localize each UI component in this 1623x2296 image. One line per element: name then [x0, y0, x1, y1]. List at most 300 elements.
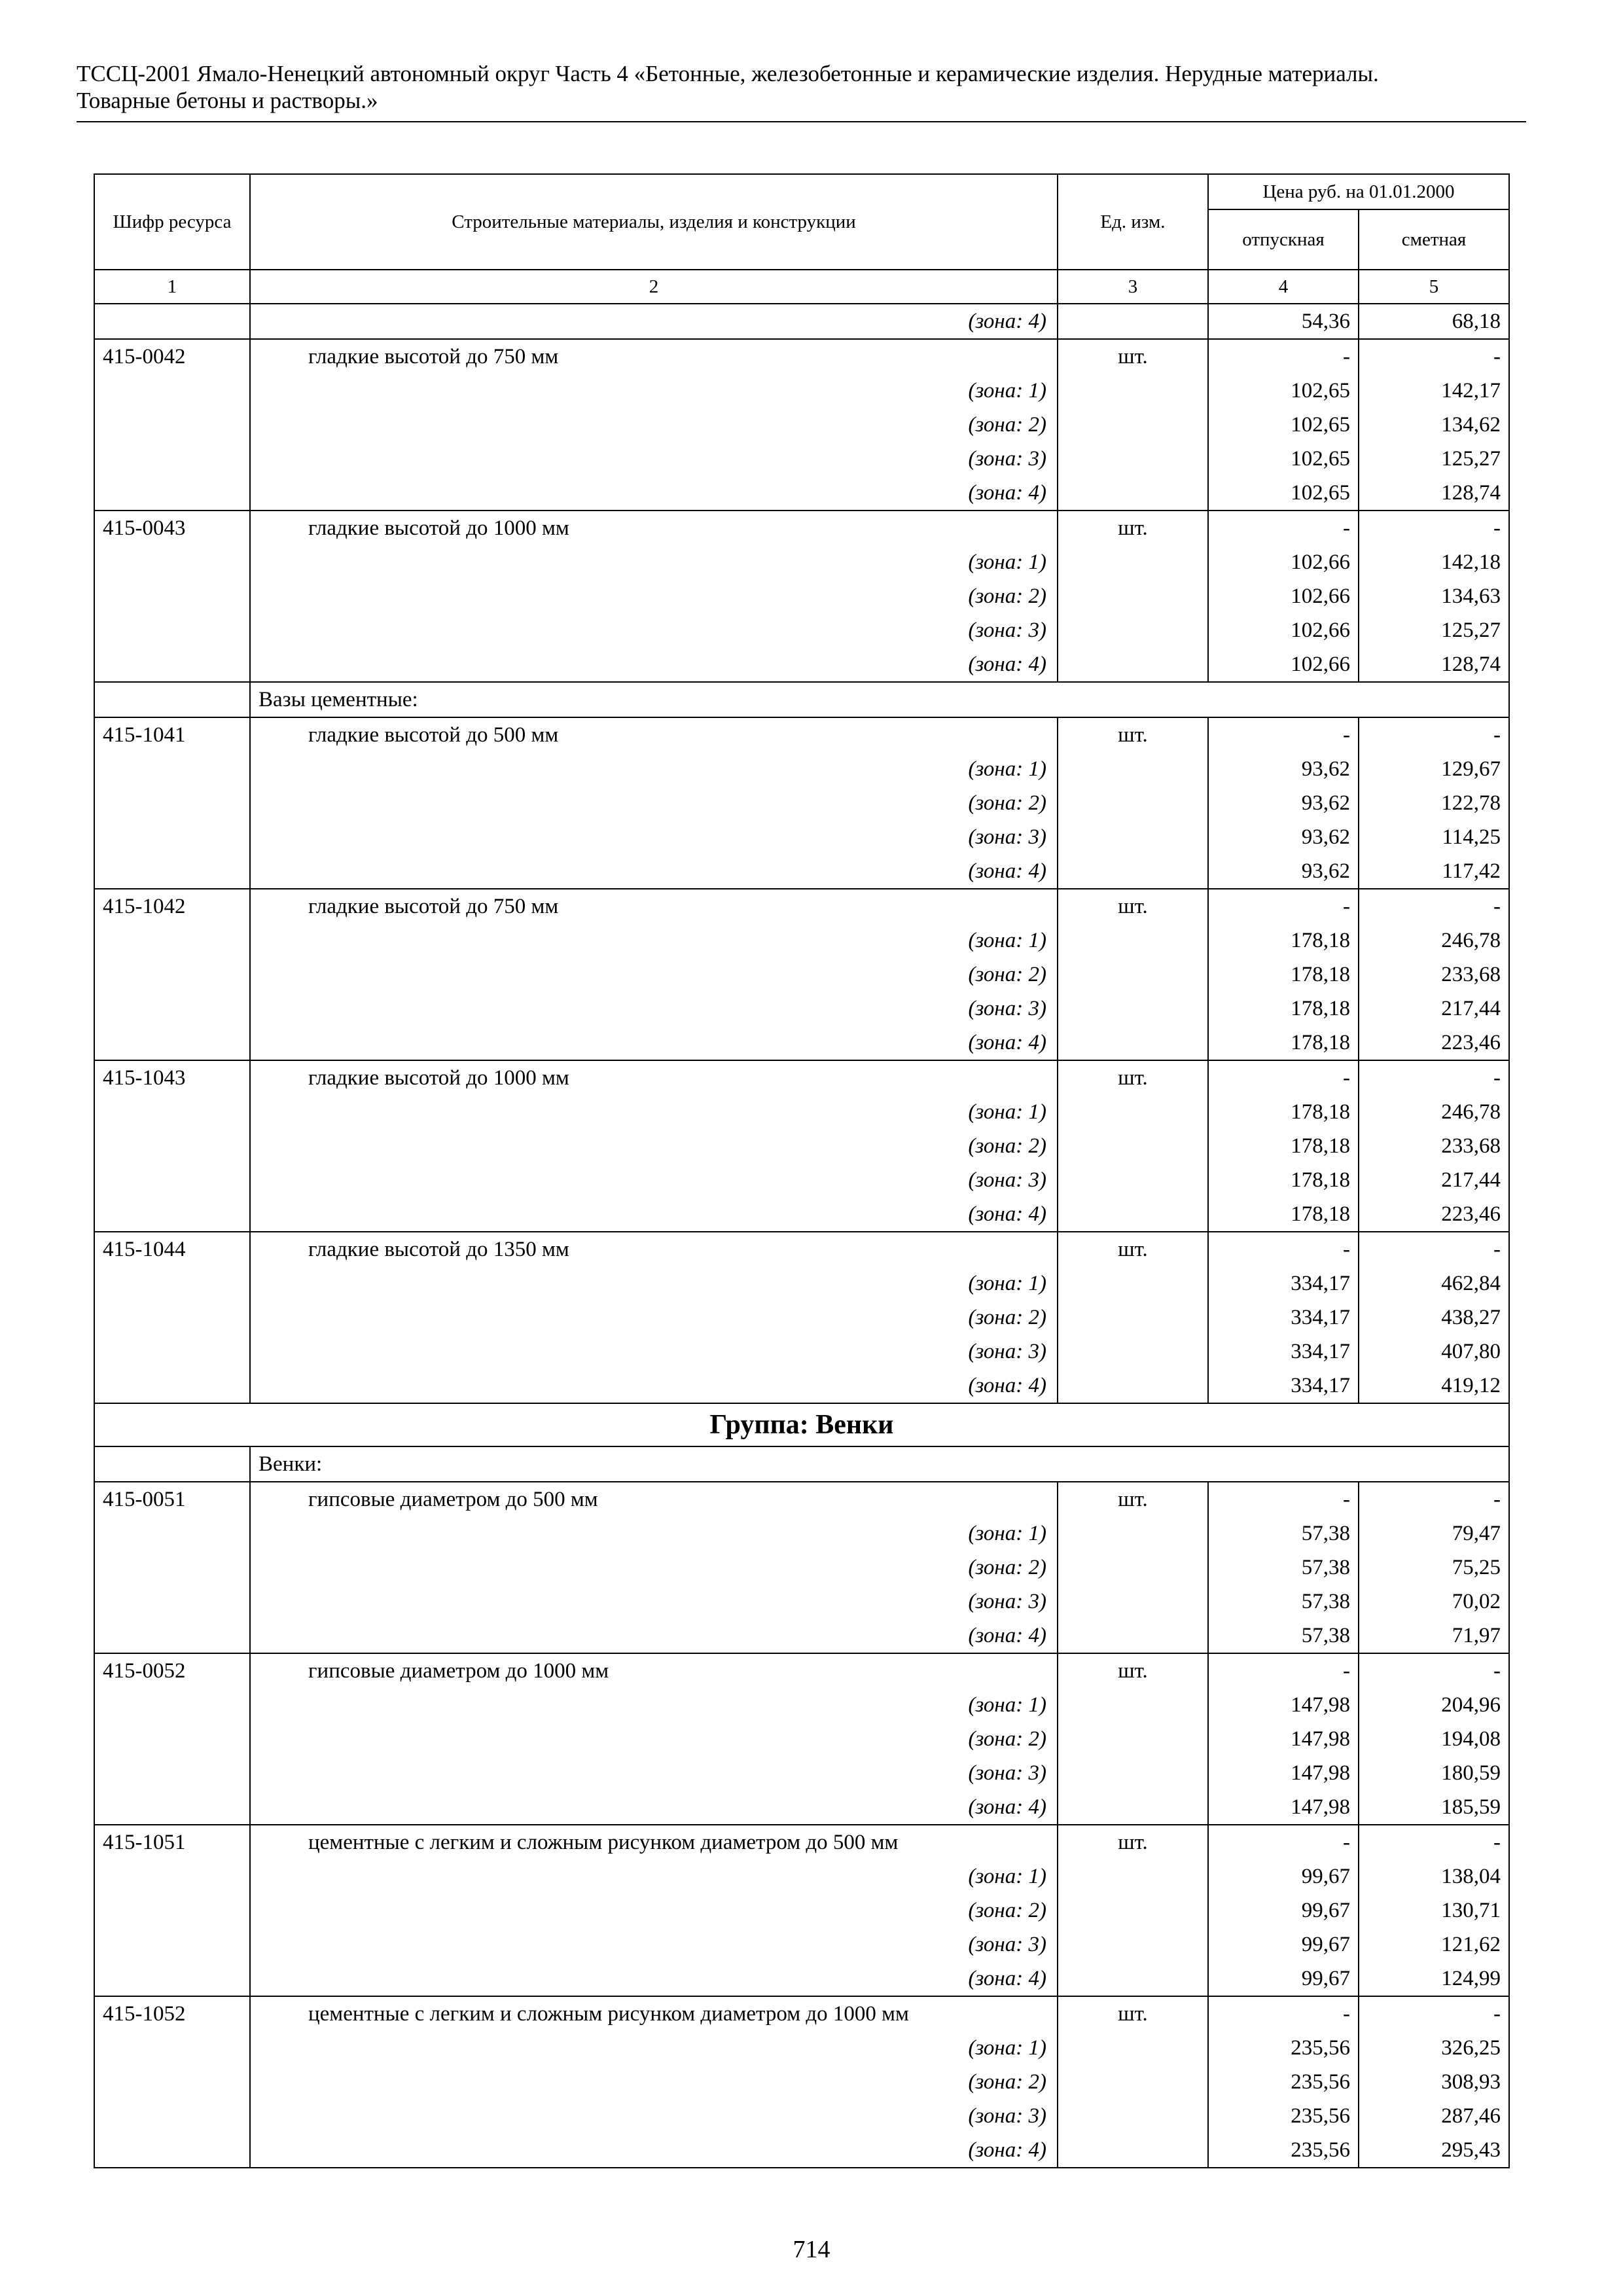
unit: [1058, 304, 1208, 339]
col-number: 4: [1208, 270, 1359, 304]
resource-code: 415-0052: [94, 1653, 250, 1688]
unit: [1058, 1928, 1208, 1962]
resource-code: 415-0051: [94, 1482, 250, 1516]
zone-row: [94, 1300, 1509, 1335]
estimate-price: 194,08: [1359, 1722, 1509, 1756]
resource-code: [94, 752, 250, 786]
estimate-price: -: [1359, 1060, 1509, 1095]
zone-row: [94, 304, 1509, 339]
unit: [1058, 442, 1208, 476]
resource-code: [94, 613, 250, 647]
col-estimate-price-header: сметная: [1359, 209, 1509, 270]
estimate-price: 68,18: [1359, 304, 1509, 339]
unit: [1058, 1026, 1208, 1060]
release-price: 93,62: [1208, 752, 1359, 786]
release-price: 102,66: [1208, 647, 1359, 682]
zone-label: (зона: 1): [250, 1859, 1058, 1893]
zone-label: (зона: 4): [250, 1790, 1058, 1825]
zone-row: [94, 992, 1509, 1026]
zone-row: [94, 1893, 1509, 1928]
release-price: 178,18: [1208, 1129, 1359, 1163]
resource-code: 415-1042: [94, 889, 250, 924]
zone-row: [94, 1756, 1509, 1790]
unit: [1058, 958, 1208, 992]
release-price: 93,62: [1208, 786, 1359, 820]
resource-code: [94, 1928, 250, 1962]
release-price: 178,18: [1208, 1163, 1359, 1197]
unit: [1058, 1335, 1208, 1369]
resource-code: [94, 1095, 250, 1129]
page-header: [77, 60, 1526, 114]
col-code-header: Шифр ресурса: [94, 174, 250, 270]
unit: [1058, 1893, 1208, 1928]
release-price: 235,56: [1208, 2031, 1359, 2065]
release-price: 334,17: [1208, 1335, 1359, 1369]
unit: шт.: [1058, 1482, 1208, 1516]
header-line-2: Товарные бетоны и растворы.»: [77, 88, 378, 113]
resource-code: [94, 579, 250, 613]
unit: [1058, 647, 1208, 682]
table-body: [94, 304, 1509, 2168]
unit: [1058, 476, 1208, 511]
release-price: -: [1208, 339, 1359, 374]
zone-row: [94, 1095, 1509, 1129]
unit: [1058, 752, 1208, 786]
estimate-price: 125,27: [1359, 613, 1509, 647]
release-price: -: [1208, 1060, 1359, 1095]
unit: [1058, 924, 1208, 958]
estimate-price: 185,59: [1359, 1790, 1509, 1825]
col-number: 2: [250, 270, 1058, 304]
unit: [1058, 2099, 1208, 2133]
zone-row: [94, 1163, 1509, 1197]
section-row: [94, 1446, 1509, 1482]
zone-row: [94, 786, 1509, 820]
unit: шт.: [1058, 339, 1208, 374]
zone-label: (зона: 1): [250, 1095, 1058, 1129]
zone-row: [94, 1585, 1509, 1619]
unit: шт.: [1058, 1825, 1208, 1859]
zone-label: (зона: 2): [250, 579, 1058, 613]
release-price: 178,18: [1208, 924, 1359, 958]
resource-code: [94, 2065, 250, 2099]
unit: [1058, 579, 1208, 613]
resource-code: [94, 1688, 250, 1722]
zone-row: [94, 854, 1509, 889]
resource-code: [94, 854, 250, 889]
zone-label: (зона: 4): [250, 647, 1058, 682]
estimate-price: 326,25: [1359, 2031, 1509, 2065]
estimate-price: 134,62: [1359, 408, 1509, 442]
resource-code: [94, 1197, 250, 1232]
release-price: 102,65: [1208, 408, 1359, 442]
unit: [1058, 1163, 1208, 1197]
estimate-price: -: [1359, 1482, 1509, 1516]
zone-row: [94, 1026, 1509, 1060]
estimate-price: 233,68: [1359, 958, 1509, 992]
item-row: [94, 339, 1509, 374]
estimate-price: 233,68: [1359, 1129, 1509, 1163]
resource-code: [94, 2031, 250, 2065]
zone-label: (зона: 2): [250, 1551, 1058, 1585]
item-row: [94, 511, 1509, 545]
item-row: [94, 1482, 1509, 1516]
release-price: 147,98: [1208, 1688, 1359, 1722]
zone-row: [94, 408, 1509, 442]
resource-code: [94, 1266, 250, 1300]
estimate-price: 438,27: [1359, 1300, 1509, 1335]
release-price: 57,38: [1208, 1551, 1359, 1585]
resource-code: [94, 476, 250, 511]
release-price: -: [1208, 1996, 1359, 2031]
material-name: гипсовые диаметром до 500 мм: [250, 1482, 1058, 1516]
estimate-price: 75,25: [1359, 1551, 1509, 1585]
zone-label: (зона: 1): [250, 545, 1058, 579]
release-price: 57,38: [1208, 1585, 1359, 1619]
estimate-price: -: [1359, 1996, 1509, 2031]
estimate-price: 130,71: [1359, 1893, 1509, 1928]
resource-code: [94, 1026, 250, 1060]
unit: [1058, 1095, 1208, 1129]
resource-code: [94, 304, 250, 339]
header-line-1: ТССЦ-2001 Ямало-Ненецкий автономный округ Часть 4 «Бетонные, железобетонные и керамические изделия. Нерудные материалы.: [77, 61, 1379, 86]
zone-row: [94, 1335, 1509, 1369]
release-price: 99,67: [1208, 1893, 1359, 1928]
estimate-price: 204,96: [1359, 1688, 1509, 1722]
material-name: гладкие высотой до 1000 мм: [250, 1060, 1058, 1095]
estimate-price: -: [1359, 339, 1509, 374]
price-table: [94, 173, 1510, 2168]
unit: [1058, 374, 1208, 408]
release-price: 102,66: [1208, 545, 1359, 579]
zone-row: [94, 2099, 1509, 2133]
unit: [1058, 1790, 1208, 1825]
zone-label: (зона: 2): [250, 1129, 1058, 1163]
zone-row: [94, 1859, 1509, 1893]
estimate-price: 134,63: [1359, 579, 1509, 613]
resource-code: [94, 820, 250, 854]
unit: [1058, 1300, 1208, 1335]
release-price: 334,17: [1208, 1266, 1359, 1300]
estimate-price: -: [1359, 1653, 1509, 1688]
section-title: Венки:: [250, 1446, 1509, 1482]
material-name: гладкие высотой до 500 мм: [250, 717, 1058, 752]
release-price: -: [1208, 1653, 1359, 1688]
resource-code: [94, 1335, 250, 1369]
zone-row: [94, 613, 1509, 647]
unit: [1058, 408, 1208, 442]
zone-label: (зона: 4): [250, 1197, 1058, 1232]
zone-label: (зона: 2): [250, 958, 1058, 992]
estimate-price: 223,46: [1359, 1026, 1509, 1060]
zone-label: (зона: 2): [250, 408, 1058, 442]
zone-label: (зона: 3): [250, 442, 1058, 476]
zone-label: (зона: 1): [250, 374, 1058, 408]
estimate-price: 419,12: [1359, 1369, 1509, 1403]
resource-code: 415-1043: [94, 1060, 250, 1095]
material-name: гладкие высотой до 750 мм: [250, 339, 1058, 374]
estimate-price: 117,42: [1359, 854, 1509, 889]
zone-row: [94, 1129, 1509, 1163]
zone-label: (зона: 4): [250, 304, 1058, 339]
release-price: 102,65: [1208, 374, 1359, 408]
zone-label: (зона: 4): [250, 2133, 1058, 2168]
col-number: 5: [1359, 270, 1509, 304]
zone-label: (зона: 3): [250, 1335, 1058, 1369]
unit: шт.: [1058, 1996, 1208, 2031]
resource-code: [94, 1619, 250, 1653]
unit: шт.: [1058, 717, 1208, 752]
zone-row: [94, 2065, 1509, 2099]
zone-label: (зона: 1): [250, 1688, 1058, 1722]
resource-code: [94, 442, 250, 476]
zone-label: (зона: 4): [250, 1369, 1058, 1403]
unit: [1058, 1756, 1208, 1790]
estimate-price: 138,04: [1359, 1859, 1509, 1893]
unit: шт.: [1058, 511, 1208, 545]
resource-code: [94, 2099, 250, 2133]
estimate-price: 217,44: [1359, 992, 1509, 1026]
estimate-price: 462,84: [1359, 1266, 1509, 1300]
zone-row: [94, 924, 1509, 958]
resource-code: [94, 647, 250, 682]
unit: [1058, 613, 1208, 647]
unit: [1058, 1585, 1208, 1619]
zone-label: (зона: 4): [250, 1026, 1058, 1060]
release-price: -: [1208, 717, 1359, 752]
release-price: 178,18: [1208, 958, 1359, 992]
resource-code: 415-1052: [94, 1996, 250, 2031]
estimate-price: 295,43: [1359, 2133, 1509, 2168]
resource-code: [94, 1722, 250, 1756]
release-price: 57,38: [1208, 1619, 1359, 1653]
resource-code: [94, 786, 250, 820]
unit: [1058, 1129, 1208, 1163]
unit: [1058, 1197, 1208, 1232]
zone-label: (зона: 4): [250, 1619, 1058, 1653]
unit: [1058, 786, 1208, 820]
item-row: [94, 1825, 1509, 1859]
zone-row: [94, 1619, 1509, 1653]
unit: шт.: [1058, 1060, 1208, 1095]
release-price: 334,17: [1208, 1300, 1359, 1335]
col-number: 1: [94, 270, 250, 304]
unit: [1058, 1516, 1208, 1551]
unit: [1058, 1369, 1208, 1403]
release-price: 57,38: [1208, 1516, 1359, 1551]
zone-label: (зона: 3): [250, 2099, 1058, 2133]
estimate-price: 114,25: [1359, 820, 1509, 854]
release-price: 102,65: [1208, 442, 1359, 476]
estimate-price: 129,67: [1359, 752, 1509, 786]
estimate-price: 223,46: [1359, 1197, 1509, 1232]
zone-label: (зона: 3): [250, 1928, 1058, 1962]
estimate-price: 70,02: [1359, 1585, 1509, 1619]
col-name-header: Строительные материалы, изделия и конструкции: [250, 174, 1058, 270]
zone-row: [94, 2133, 1509, 2168]
resource-code: [94, 1962, 250, 1996]
release-price: -: [1208, 1232, 1359, 1266]
unit: [1058, 2031, 1208, 2065]
unit: [1058, 1722, 1208, 1756]
release-price: 99,67: [1208, 1859, 1359, 1893]
estimate-price: 407,80: [1359, 1335, 1509, 1369]
resource-code: 415-0043: [94, 511, 250, 545]
resource-code: [94, 1859, 250, 1893]
unit: [1058, 992, 1208, 1026]
zone-row: [94, 1928, 1509, 1962]
unit: шт.: [1058, 1653, 1208, 1688]
estimate-price: 125,27: [1359, 442, 1509, 476]
estimate-price: -: [1359, 889, 1509, 924]
zone-label: (зона: 3): [250, 1585, 1058, 1619]
material-name: гладкие высотой до 1350 мм: [250, 1232, 1058, 1266]
col-number: 3: [1058, 270, 1208, 304]
section-code-cell: [94, 1446, 250, 1482]
estimate-price: 124,99: [1359, 1962, 1509, 1996]
release-price: 147,98: [1208, 1722, 1359, 1756]
material-name: цементные с легким и сложным рисунком диаметром до 1000 мм: [250, 1996, 1058, 2031]
zone-row: [94, 752, 1509, 786]
estimate-price: 217,44: [1359, 1163, 1509, 1197]
release-price: 93,62: [1208, 820, 1359, 854]
section-title: Вазы цементные:: [250, 682, 1509, 717]
zone-label: (зона: 1): [250, 752, 1058, 786]
zone-label: (зона: 2): [250, 786, 1058, 820]
estimate-price: -: [1359, 511, 1509, 545]
unit: [1058, 820, 1208, 854]
unit: шт.: [1058, 889, 1208, 924]
material-name: гипсовые диаметром до 1000 мм: [250, 1653, 1058, 1688]
page-number: 714: [793, 2236, 830, 2263]
release-price: 99,67: [1208, 1962, 1359, 1996]
release-price: 235,56: [1208, 2065, 1359, 2099]
resource-code: [94, 992, 250, 1026]
estimate-price: 79,47: [1359, 1516, 1509, 1551]
estimate-price: -: [1359, 717, 1509, 752]
resource-code: 415-1044: [94, 1232, 250, 1266]
zone-row: [94, 958, 1509, 992]
zone-label: (зона: 4): [250, 1962, 1058, 1996]
resource-code: [94, 958, 250, 992]
resource-code: [94, 545, 250, 579]
resource-code: [94, 1551, 250, 1585]
estimate-price: -: [1359, 1825, 1509, 1859]
group-title: Группа: Венки: [94, 1403, 1509, 1446]
zone-row: [94, 579, 1509, 613]
estimate-price: 128,74: [1359, 476, 1509, 511]
unit: [1058, 1962, 1208, 1996]
estimate-price: 142,17: [1359, 374, 1509, 408]
zone-row: [94, 545, 1509, 579]
item-row: [94, 1060, 1509, 1095]
estimate-price: 128,74: [1359, 647, 1509, 682]
zone-row: [94, 1197, 1509, 1232]
item-row: [94, 889, 1509, 924]
unit: [1058, 854, 1208, 889]
section-row: [94, 682, 1509, 717]
col-unit-header: Ед. изм.: [1058, 174, 1208, 270]
resource-code: [94, 1163, 250, 1197]
zone-label: (зона: 4): [250, 476, 1058, 511]
zone-row: [94, 442, 1509, 476]
zone-label: (зона: 3): [250, 1756, 1058, 1790]
unit: [1058, 545, 1208, 579]
zone-label: (зона: 2): [250, 1893, 1058, 1928]
col-release-price-header: отпускная: [1208, 209, 1359, 270]
zone-label: (зона: 4): [250, 854, 1058, 889]
zone-row: [94, 1962, 1509, 1996]
resource-code: [94, 1756, 250, 1790]
zone-row: [94, 476, 1509, 511]
zone-row: [94, 1790, 1509, 1825]
release-price: 178,18: [1208, 1095, 1359, 1129]
release-price: 147,98: [1208, 1790, 1359, 1825]
zone-label: (зона: 1): [250, 2031, 1058, 2065]
item-row: [94, 1653, 1509, 1688]
zone-label: (зона: 1): [250, 1266, 1058, 1300]
release-price: 54,36: [1208, 304, 1359, 339]
release-price: 102,66: [1208, 579, 1359, 613]
release-price: 334,17: [1208, 1369, 1359, 1403]
release-price: 235,56: [1208, 2133, 1359, 2168]
estimate-price: 142,18: [1359, 545, 1509, 579]
estimate-price: 287,46: [1359, 2099, 1509, 2133]
release-price: -: [1208, 889, 1359, 924]
release-price: 93,62: [1208, 854, 1359, 889]
release-price: -: [1208, 1825, 1359, 1859]
item-row: [94, 1996, 1509, 2031]
unit: [1058, 2065, 1208, 2099]
zone-row: [94, 647, 1509, 682]
estimate-price: 71,97: [1359, 1619, 1509, 1653]
zone-label: (зона: 2): [250, 2065, 1058, 2099]
resource-code: [94, 1893, 250, 1928]
group-row: [94, 1403, 1509, 1446]
zone-row: [94, 820, 1509, 854]
resource-code: 415-1041: [94, 717, 250, 752]
zone-row: [94, 1369, 1509, 1403]
resource-code: [94, 2133, 250, 2168]
estimate-price: -: [1359, 1232, 1509, 1266]
estimate-price: 180,59: [1359, 1756, 1509, 1790]
unit: [1058, 2133, 1208, 2168]
zone-label: (зона: 3): [250, 992, 1058, 1026]
item-row: [94, 1232, 1509, 1266]
estimate-price: 308,93: [1359, 2065, 1509, 2099]
estimate-price: 246,78: [1359, 1095, 1509, 1129]
resource-code: 415-0042: [94, 339, 250, 374]
table-header: [94, 174, 1509, 304]
zone-row: [94, 1722, 1509, 1756]
zone-row: [94, 374, 1509, 408]
zone-label: (зона: 3): [250, 820, 1058, 854]
release-price: 102,65: [1208, 476, 1359, 511]
release-price: 178,18: [1208, 1197, 1359, 1232]
release-price: 147,98: [1208, 1756, 1359, 1790]
resource-code: [94, 1129, 250, 1163]
release-price: 102,66: [1208, 613, 1359, 647]
resource-code: [94, 1516, 250, 1551]
zone-label: (зона: 2): [250, 1722, 1058, 1756]
estimate-price: 246,78: [1359, 924, 1509, 958]
unit: [1058, 1551, 1208, 1585]
item-row: [94, 717, 1509, 752]
zone-label: (зона: 3): [250, 1163, 1058, 1197]
material-name: цементные с легким и сложным рисунком диаметром до 500 мм: [250, 1825, 1058, 1859]
release-price: 235,56: [1208, 2099, 1359, 2133]
resource-code: [94, 1369, 250, 1403]
